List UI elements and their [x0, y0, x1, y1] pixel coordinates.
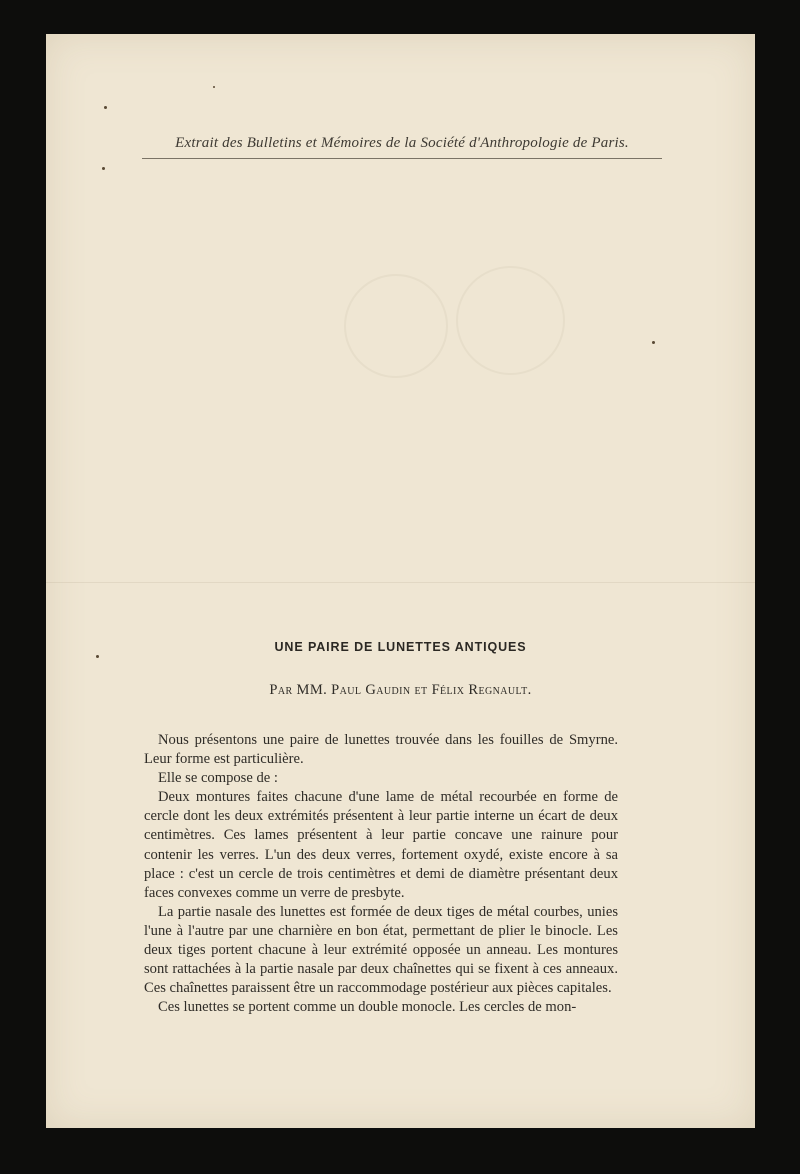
show-through-lens-right — [456, 266, 565, 375]
paragraph: Nous présentons une paire de lunettes trouvée dans les fouilles de Smyrne. Leur forme est particulière. — [144, 732, 618, 768]
running-header: Extrait des Bulletins et Mémoires de la Société d'Anthropologie de Paris. — [175, 135, 629, 151]
paper-speck — [96, 655, 99, 658]
paragraph: Elle se compose de : — [158, 770, 278, 787]
article-title: UNE PAIRE DE LUNETTES ANTIQUES — [274, 640, 527, 654]
paragraph: Ces lunettes se portent comme un double monocle. Les cercles de mon- — [158, 999, 577, 1016]
header-rule — [142, 158, 662, 159]
paper-speck — [652, 341, 655, 344]
paragraph: Deux montures faites chacune d'une lame de métal recourbée en forme de cercle dont les deux extrémités présentent à leur partie interne un écart de deux centimètres. Ces lames présentent à leur partie concave une rainure pour contenir les verres. L'un des deux verres, fortement oxydé, existe encore à sa place : c'est un cercle de trois centimètres et demi de diamètre présentant deux faces convexes comme un verre de presbyte. — [144, 789, 618, 901]
paper-speck — [102, 167, 105, 170]
paragraph: La partie nasale des lunettes est formée de deux tiges de métal courbes, unies l'une à l'autre par une charnière en bon état, permettant de plier le binocle. Les deux tiges portent chacune à leur extrémité opposée un anneau. Les montures sont rattachées à la partie nasale par deux chaînettes qui se fixent à ces anneaux. Ces chaînettes paraissent être un raccommodage postérieur aux pièces capitales. — [144, 903, 618, 997]
article-body — [144, 731, 618, 1017]
show-through-lens-left — [344, 274, 448, 378]
page-fold — [46, 582, 755, 583]
paper-speck — [213, 86, 215, 88]
article-byline: Par MM. Paul Gaudin et Félix Regnault. — [269, 682, 532, 698]
paper-speck — [104, 106, 107, 109]
document-page — [46, 34, 755, 1128]
